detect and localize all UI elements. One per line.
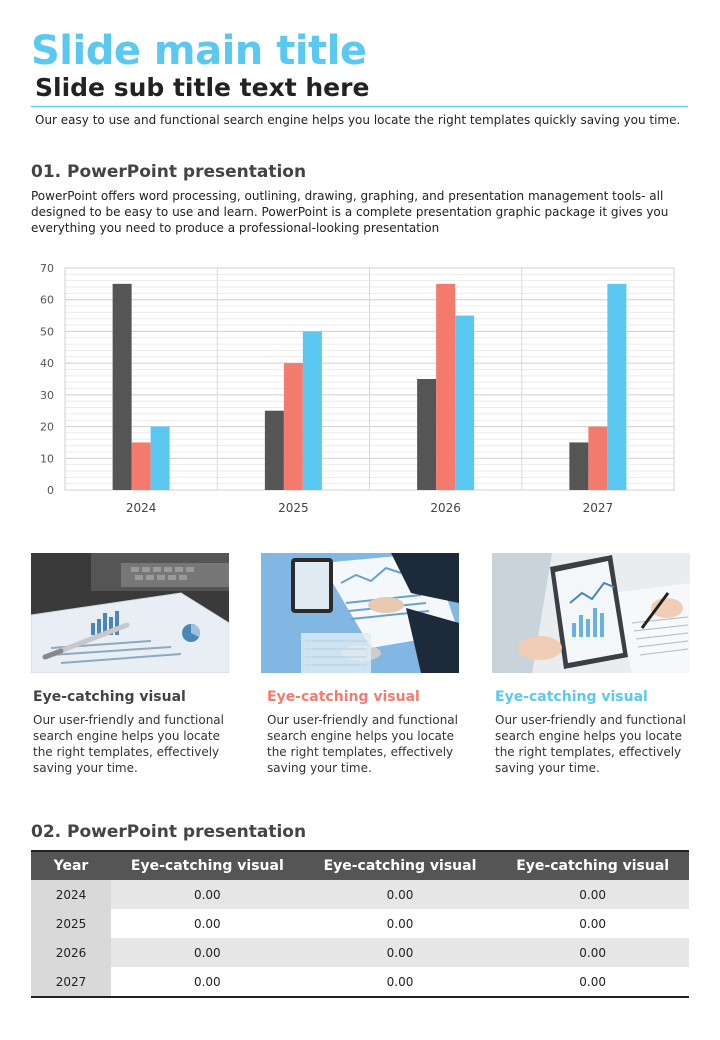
bar — [265, 411, 284, 490]
x-tick-label: 2027 — [582, 501, 614, 515]
table-row — [31, 880, 689, 909]
bar — [303, 331, 322, 490]
y-tick-label: 10 — [40, 452, 54, 466]
y-tick-label: 0 — [47, 484, 54, 497]
section1-heading: 01. PowerPoint presentation — [31, 162, 307, 182]
slide-main-title: Slide main title — [31, 28, 367, 74]
table-cell: 0.00 — [111, 938, 304, 967]
table-header-cell: Eye-catching visual — [304, 851, 497, 880]
bar — [151, 427, 170, 490]
bar — [417, 379, 436, 490]
table-cell: 0.00 — [304, 938, 497, 967]
table-header-cell: Eye-catching visual — [496, 851, 689, 880]
table-row — [31, 938, 689, 967]
data-table — [31, 850, 689, 998]
bar — [455, 316, 474, 490]
x-tick-label: 2026 — [430, 501, 461, 515]
card1-title: Eye-catching visual — [33, 689, 186, 705]
slide-subtitle: Slide sub title text here — [35, 73, 370, 102]
laptop-charts-photo — [31, 553, 229, 673]
title-divider — [31, 106, 688, 107]
card3-text: Our user-friendly and functional search engine helps you locate the right templates, effectively saving your time. — [495, 713, 686, 775]
table-cell-year: 2027 — [31, 967, 111, 997]
table-header-row — [31, 851, 689, 880]
bar — [436, 284, 455, 490]
section1-body: PowerPoint offers word processing, outlining, drawing, graphing, and presentation management tools- all designed to be easy to use and learn. PowerPoint is a complete presentation graphic package it gives you everything you need to produce a professional-looking presentation — [31, 189, 669, 235]
bar — [607, 284, 626, 490]
y-tick-label: 30 — [40, 388, 54, 402]
table-cell-year: 2026 — [31, 938, 111, 967]
y-tick-label: 40 — [40, 357, 54, 371]
bar — [588, 427, 607, 490]
intro-text: Our easy to use and functional search engine helps you locate the right templates quickly saving you time. — [35, 113, 681, 127]
card2-title: Eye-catching visual — [267, 689, 420, 705]
table-cell: 0.00 — [111, 909, 304, 938]
card1-text: Our user-friendly and functional search engine helps you locate the right templates, effectively saving your time. — [33, 713, 224, 775]
table-header-cell: Year — [31, 851, 111, 880]
tablet-analytics-photo — [492, 553, 690, 673]
card3-title: Eye-catching visual — [495, 689, 648, 705]
table-cell: 0.00 — [496, 967, 689, 997]
table-cell: 0.00 — [304, 967, 497, 997]
bar-chart — [0, 255, 720, 525]
table-row — [31, 909, 689, 938]
table-cell: 0.00 — [111, 880, 304, 909]
table-cell-year: 2025 — [31, 909, 111, 938]
table-cell: 0.00 — [496, 880, 689, 909]
table-cell: 0.00 — [111, 967, 304, 997]
bar — [132, 442, 151, 490]
table-row — [31, 967, 689, 997]
y-tick-label: 60 — [40, 293, 54, 307]
y-tick-label: 20 — [40, 420, 54, 434]
bar — [284, 363, 303, 490]
y-tick-label: 70 — [40, 262, 54, 275]
bar-chart-svg — [0, 255, 720, 525]
section2-heading: 02. PowerPoint presentation — [31, 822, 307, 842]
table-cell: 0.00 — [496, 938, 689, 967]
table-cell: 0.00 — [304, 909, 497, 938]
x-tick-label: 2025 — [278, 501, 309, 515]
table-cell: 0.00 — [496, 909, 689, 938]
y-tick-label: 50 — [40, 325, 54, 339]
bar — [569, 442, 588, 490]
card2-text: Our user-friendly and functional search engine helps you locate the right templates, effectively saving your time. — [267, 713, 458, 775]
business-meeting-photo — [261, 553, 459, 673]
bar — [113, 284, 132, 490]
table-header-cell: Eye-catching visual — [111, 851, 304, 880]
table-cell: 0.00 — [304, 880, 497, 909]
table-cell-year: 2024 — [31, 880, 111, 909]
x-tick-label: 2024 — [125, 501, 157, 515]
